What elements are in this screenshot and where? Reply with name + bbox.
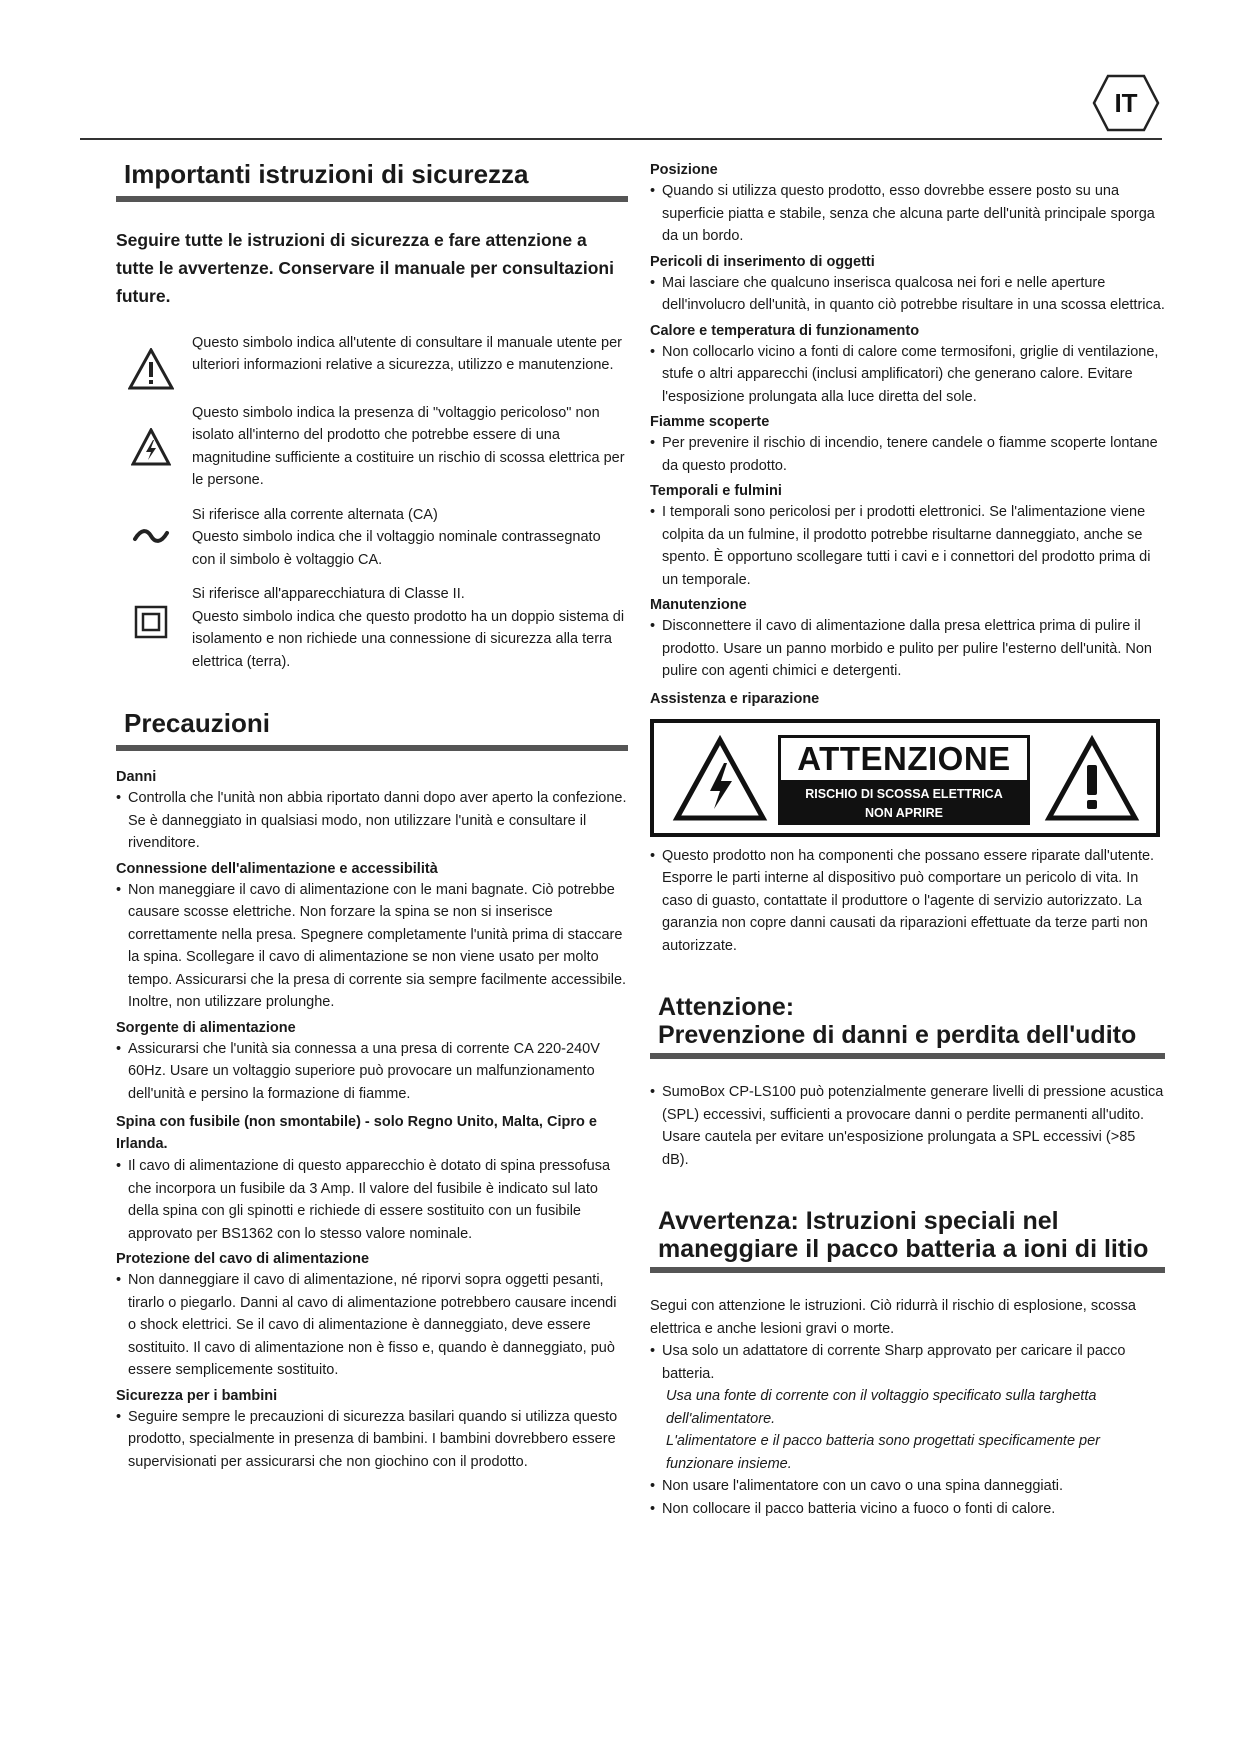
- italic-note: Usa una fonte di corrente con il voltaggio specificato sulla targhetta dell'alimentatore.: [666, 1388, 1097, 1427]
- warning-line-2: NON APRIRE: [864, 805, 943, 820]
- section-heading: Manutenzione: [650, 597, 747, 613]
- section-heading: Fiamme scoperte: [650, 414, 770, 430]
- section-open-flames: [650, 412, 1165, 477]
- section-heading: Assistenza e riparazione: [650, 690, 820, 707]
- symbol-text: Si riferisce all'apparecchiatura di Classe II.: [192, 586, 465, 603]
- bullet-item: • Non collocare il pacco batteria vicino a fuoco o fonti di calore.: [650, 1498, 1165, 1521]
- section-maintenance: [650, 595, 1165, 683]
- warning-line-1: RISCHIO DI SCOSSA ELETTRICA: [805, 786, 1003, 801]
- symbol-text: Questo simbolo indica la presenza di "voltaggio pericoloso" non isolato all'interno del prodotto che potrebbe essere di una magnitudine sufficiente a costituire un rischio di scossa elettrica per le persone.: [192, 404, 625, 489]
- bullet-item: • Disconnettere il cavo di alimentazione dalla presa elettrica prima di pulire il prodotto. Usare un panno morbido e pulito per pulire l'esterno dell'unità. Non pulire con agenti chimici e detergenti.: [650, 615, 1165, 683]
- bullet-item: • Controlla che l'unità non abbia riportato danni dopo aver aperto la confezione. Se è danneggiato in qualsiasi modo, non utilizzare l'unità e consultare il rivenditore.: [116, 787, 628, 855]
- symbol-row-warning: [116, 332, 628, 390]
- bullet-item: • Usa solo un adattatore di corrente Sharp approvato per caricare il pacco batteria.: [650, 1340, 1165, 1385]
- symbol-text: Questo simbolo indica che il voltaggio nominale contrassegnato con il simbolo è voltaggio CA.: [192, 529, 601, 568]
- bullet-item: • Seguire sempre le precauzioni di sicurezza basilari quando si utilizza questo prodotto, specialmente in presenza di bambini. I bambini dovrebbero essere supervisionati per assicurarsi che non giochino con il prodotto.: [116, 1406, 628, 1474]
- bullet-item: • I temporali sono pericolosi per i prodotti elettronici. Se l'alimentazione viene colpita da un fulmine, il prodotto potrebbe risultarne danneggiato, anche se spento. È opportuno scollegare tutti i cavi e i connettori del prodotto prima di un temporale.: [650, 501, 1165, 591]
- warning-triangle-icon: [128, 348, 174, 390]
- bullet-item: • Non danneggiare il cavo di alimentazione, né riporvi sopra oggetti pesanti, tirarlo o piegarlo. Danni al cavo di alimentazione potrebbero causare incendi o shock elettrici. Se il cavo di alimentazione è danneggiato, deve essere sostituito. Il cavo di alimentazione non è fisso e, quando è danneggiato, può essere semplicemente sostituito.: [116, 1269, 628, 1382]
- section-power-connection: [116, 859, 628, 1014]
- section-cord-protection: [116, 1249, 628, 1382]
- bullet-item: • Per prevenire il rischio di incendio, tenere candele o fiamme scoperte lontane da questo prodotto.: [650, 432, 1165, 477]
- symbol-row-class-ii: [116, 583, 628, 673]
- section-danni: [116, 767, 628, 855]
- section-heading: Sicurezza per i bambini: [116, 1387, 278, 1404]
- section-power-source: [116, 1018, 628, 1106]
- section-heading: Protezione del cavo di alimentazione: [116, 1251, 370, 1268]
- header-rule: [80, 138, 1162, 140]
- language-badge: [1092, 74, 1160, 132]
- shock-warning-label: [650, 719, 1160, 837]
- section-heading: Pericoli di inserimento di oggetti: [650, 253, 875, 270]
- section-heat: [650, 321, 1165, 409]
- bullet-item: • Non usare l'alimentatore con un cavo o una spina danneggiati.: [650, 1475, 1165, 1498]
- right-column: [650, 160, 1165, 1520]
- section-lightning: [650, 481, 1165, 591]
- battery-title: Avvertenza: Istruzioni speciali nel maneggiare il pacco batteria a ioni di litio: [650, 1207, 1165, 1273]
- bullet-item: • Assicurarsi che l'unità sia connessa a una presa di corrente CA 220-240V 60Hz. Usare un voltaggio superiore può provocare un malfunzionamento dell'unità e persino la formazione di fiamme.: [116, 1038, 628, 1106]
- hearing-title-line-2: Prevenzione di danni e perdita dell'udito: [658, 1021, 1137, 1049]
- section-heading: Danni: [116, 769, 157, 786]
- warning-triangle-icon: [1044, 735, 1140, 823]
- safety-intro: Seguire tutte le istruzioni di sicurezza e fare attenzione a tutte le avvertenze. Conservare il manuale per consultazioni future.: [116, 229, 614, 306]
- bullet-item: • Quando si utilizza questo prodotto, esso dovrebbe essere posto su una superficie piatta e stabile, senza che alcuna parte dell'unità principale sporga da un bordo.: [650, 180, 1165, 248]
- left-column: [116, 160, 628, 1473]
- section-service: [650, 689, 1165, 958]
- battery-intro: Segui con attenzione le istruzioni. Ciò ridurrà il rischio di esplosione, scossa elettrica e anche lesioni gravi o morte.: [650, 1298, 1136, 1337]
- bullet-item: • Il cavo di alimentazione di questo apparecchio è dotato di spina pressofusa che incorpora un fusibile da 3 Amp. Il valore del fusibile è indicato sul lato della spina con gli spinotti e richiede di essere sostituito con un fusibile approvato per BS1362 con lo stesso valore nominale.: [116, 1155, 628, 1245]
- symbol-text: Questo simbolo indica che questo prodotto ha un doppio sistema di isolamento e non richiede una connessione di sicurezza alla terra elettrica (terra).: [192, 608, 625, 670]
- italic-note: L'alimentatore e il pacco batteria sono progettati specificamente per funzionare insieme.: [666, 1433, 1100, 1472]
- symbol-text: Si riferisce alla corrente alternata (CA): [192, 506, 438, 523]
- section-heading: Posizione: [650, 162, 718, 178]
- precautions-title: Precauzioni: [116, 709, 628, 751]
- precautions-list: [116, 767, 628, 1473]
- symbol-row-ac: [116, 504, 628, 572]
- section-object-insertion: [650, 252, 1165, 317]
- warning-title: ATTENZIONE: [781, 738, 1027, 780]
- bullet-item: • SumoBox CP-LS100 può potenzialmente generare livelli di pressione acustica (SPL) eccessivi, sufficienti a provocare danni o perdite permanenti all'udito. Usare cautela per evitare un'esposizione prolungata a SPL eccessivi (>85 dB).: [650, 1081, 1165, 1171]
- section-child-safety: [116, 1386, 628, 1474]
- bullet-item: • Non collocarlo vicino a fonti di calore come termosifoni, griglie di ventilazione, stufe o altri apparecchi (inclusi amplificatori) che generano calore. Evitare l'esposizione prolungata alla luce diretta del sole.: [650, 341, 1165, 409]
- language-code: IT: [1114, 88, 1138, 118]
- section-heading: Sorgente di alimentazione: [116, 1019, 296, 1036]
- hearing-title-line-1: Attenzione:: [658, 993, 795, 1021]
- section-heading: Temporali e fulmini: [650, 483, 782, 499]
- bullet-item: • Mai lasciare che qualcuno inserisca qualcosa nei fori e nelle aperture dell'involucro dell'unità, in quanto ciò potrebbe risultare in una scossa elettrica.: [650, 272, 1165, 317]
- symbol-list: [116, 332, 628, 674]
- section-position: [650, 160, 1165, 248]
- hearing-title: [650, 993, 1165, 1059]
- tilde-ac-icon: [131, 526, 171, 546]
- safety-title: Importanti istruzioni di sicurezza: [116, 160, 628, 202]
- class-ii-icon: [134, 605, 168, 639]
- bullet-item: • Non maneggiare il cavo di alimentazione con le mani bagnate. Ciò potrebbe causare scosse elettriche. Non forzare la spina se non si inserisce correttamente nella presa. Spegnere completamente l'unità prima di staccare la spina. Scollegare il cavo di alimentazione se non viene usato per molto tempo. Assicurarsi che la presa di corrente sia sempre facilmente accessibile. Inoltre, non utilizzare prolunghe.: [116, 879, 628, 1014]
- section-fused-plug: [116, 1111, 628, 1245]
- section-heading: Calore e temperatura di funzionamento: [650, 322, 920, 339]
- symbol-text: Questo simbolo indica all'utente di consultare il manuale utente per ulteriori informazioni relative a sicurezza, utilizzo e manutenzione.: [192, 334, 622, 374]
- warning-label-panel: [778, 735, 1030, 825]
- section-heading: Spina con fusibile (non smontabile) - solo Regno Unito, Malta, Cipro e Irlanda.: [116, 1114, 597, 1153]
- symbol-row-lightning: [116, 402, 628, 492]
- section-heading: Connessione dell'alimentazione e accessibilità: [116, 860, 438, 877]
- lightning-triangle-icon: [131, 428, 171, 466]
- bullet-item: • Questo prodotto non ha componenti che possano essere riparate dall'utente. Esporre le parti interne al dispositivo può comportare un pericolo di vita. In caso di guasto, contattate il produttore o l'agente di servizio autorizzato. La garanzia non copre danni causati da riparazioni effettuate da terze parti non autorizzate.: [650, 845, 1165, 958]
- lightning-triangle-icon: [672, 735, 768, 823]
